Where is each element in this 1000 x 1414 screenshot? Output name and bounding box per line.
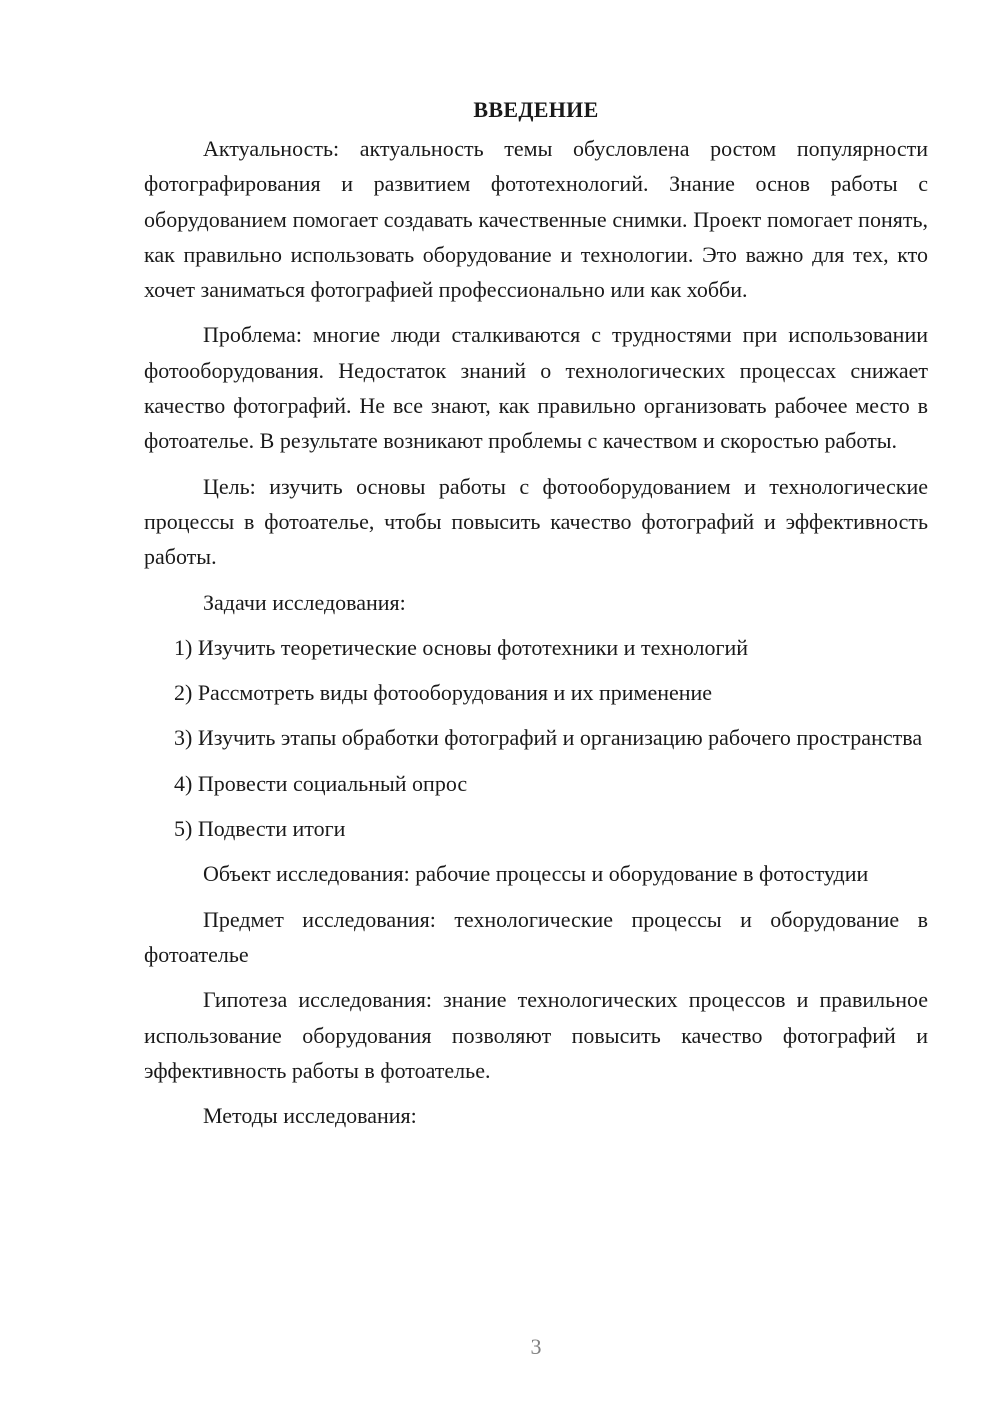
paragraph-hypothesis: Гипотеза исследования: знание технологических процессов и правильное использование оборудования позволяют повысить качество фотографий и эффективность работы в фотоателье.: [144, 987, 928, 1083]
methods-heading: Методы исследования:: [203, 1103, 417, 1129]
paragraph-subject: Предмет исследования: технологические процессы и оборудование в фотоателье: [144, 906, 928, 967]
paragraph-goal: Цель: изучить основы работы с фотооборудованием и технологические процессы в фотоателье, чтобы повысить качество фотографий и эффективность работы.: [144, 473, 928, 570]
list-item: 5) Подвести итоги: [174, 816, 346, 842]
list-item: 2) Рассмотреть виды фотооборудования и их применение: [174, 680, 713, 706]
paragraph-relevance: Актуальность: актуальность темы обусловлена ростом популярности фотографирования и развитием фототехнологий. Знание основ работы с оборудованием помогает создавать качественные снимки. Проект помогает понять, как правильно использовать оборудование и технологии. Это важно для тех, кто хочет заниматься фотографией профессионально или как хобби.: [144, 136, 928, 303]
list-item: 1) Изучить теоретические основы фототехники и технологий: [174, 634, 749, 660]
list-item: 4) Провести социальный опрос: [174, 770, 468, 796]
tasks-heading: Задачи исследования:: [203, 589, 406, 615]
document-page: [144, 92, 928, 1133]
section-title: ВВЕДЕНИЕ: [473, 97, 599, 122]
paragraph-object: Объект исследования: рабочие процессы и оборудование в фотостудии: [203, 861, 869, 887]
tasks-list: [144, 630, 928, 846]
paragraph-problem: Проблема: многие люди сталкиваются с трудностями при использовании фотооборудования. Недостаток знаний о технологических процессах снижает качество фотографий. Не все знают, как правильно организовать рабочее место в фотоателье. В результате возникают проблемы с качеством и скоростью работы.: [144, 322, 928, 454]
page-number: 3: [530, 1334, 542, 1359]
list-item: 3) Изучить этапы обработки фотографий и организацию рабочего пространства: [174, 725, 923, 751]
